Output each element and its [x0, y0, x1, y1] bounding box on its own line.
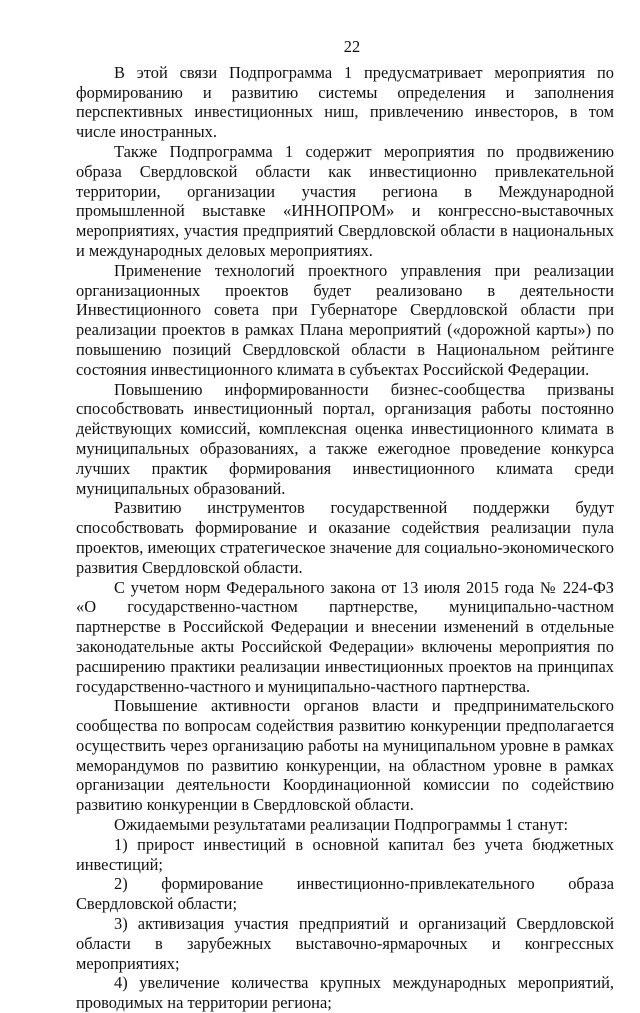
paragraph-region-promotion: Также Подпрограмма 1 содержит мероприятия по продвижению образа Свердловской области как инвестиционно привлекательной территории, организации участия региона в Международной промышленной выставке «ИННОПРОМ» и конгрессно-выставочных мероприятиях, участия предприятий Свердловской области в национальных и международных деловых мероприятиях. [76, 141, 614, 260]
paragraph-expected-results-intro: Ожидаемыми результатами реализации Подпрограммы 1 станут: [114, 815, 569, 835]
paragraph-project-management: Применение технологий проектного управления при реализации организационных проектов будет реализовано в деятельности Инвестиционного совета при Губернаторе Свердловской области при реализации проектов в рамках Плана мероприятий («дорожной карты») по повышению позиций Свердловской области в Национальном рейтинге состояния инвестиционного климата в субъектах Российской Федерации. [76, 260, 614, 379]
paragraph-state-support: Развитию инструментов государственной поддержки будут способствовать формирование и оказание содействия реализации пула проектов, имеющих стратегическое значение для социально-экономического развития Свердловской области. [76, 498, 614, 577]
list-item-result-2: 2) формирование инвестиционно-привлекательного образа Свердловской области; [76, 874, 614, 914]
list-item-result-1: 1) прирост инвестиций в основной капитал без учета бюджетных инвестиций; [76, 834, 614, 874]
page-number: 22 [343, 37, 361, 56]
paragraph-business-awareness: Повышению информированности бизнес-сообщества призваны способствовать инвестиционный портал, организация работы постоянно действующих комиссий, комплексная оценка инвестиционного климата в муниципальных образованиях, а также ежегодное проведение конкурса лучших практик формирования инвестиционного климата среди муниципальных образований. [76, 379, 614, 498]
paragraph-federal-law-ppp: С учетом норм Федерального закона от 13 июля 2015 года № 224-ФЗ «О государственно-частном партнерстве, муниципально-частном партнерстве в Российской Федерации и внесении изменений в отдельные законодательные акты Российской Федерации» включены мероприятия по расширению практики реализации инвестиционных проектов на принципах государственно-частного и муниципально-частного партнерства. [76, 577, 614, 696]
list-item-result-4: 4) увеличение количества крупных международных мероприятий, проводимых на территории региона; [76, 973, 614, 1013]
paragraph-subprogram-investment-niches: В этой связи Подпрограмма 1 предусматривает мероприятия по формированию и развитию системы определения и заполнения перспективных инвестиционных ниш, привлечению инвесторов, в том числе иностранных. [76, 62, 614, 142]
list-item-result-3: 3) активизация участия предприятий и организаций Свердловской области в зарубежных выставочно-ярмарочных и конгрессных мероприятиях; [76, 914, 614, 973]
paragraph-competition-development: Повышение активности органов власти и предпринимательского сообщества по вопросам содействия развитию конкуренции предполагается осуществить через организацию работы на муниципальном уровне в рамках меморандумов по развитию конкуренции, на областном уровне в рамках организации деятельности Координационной комиссии по содействию развитию конкуренции в Свердловской области. [76, 696, 614, 815]
